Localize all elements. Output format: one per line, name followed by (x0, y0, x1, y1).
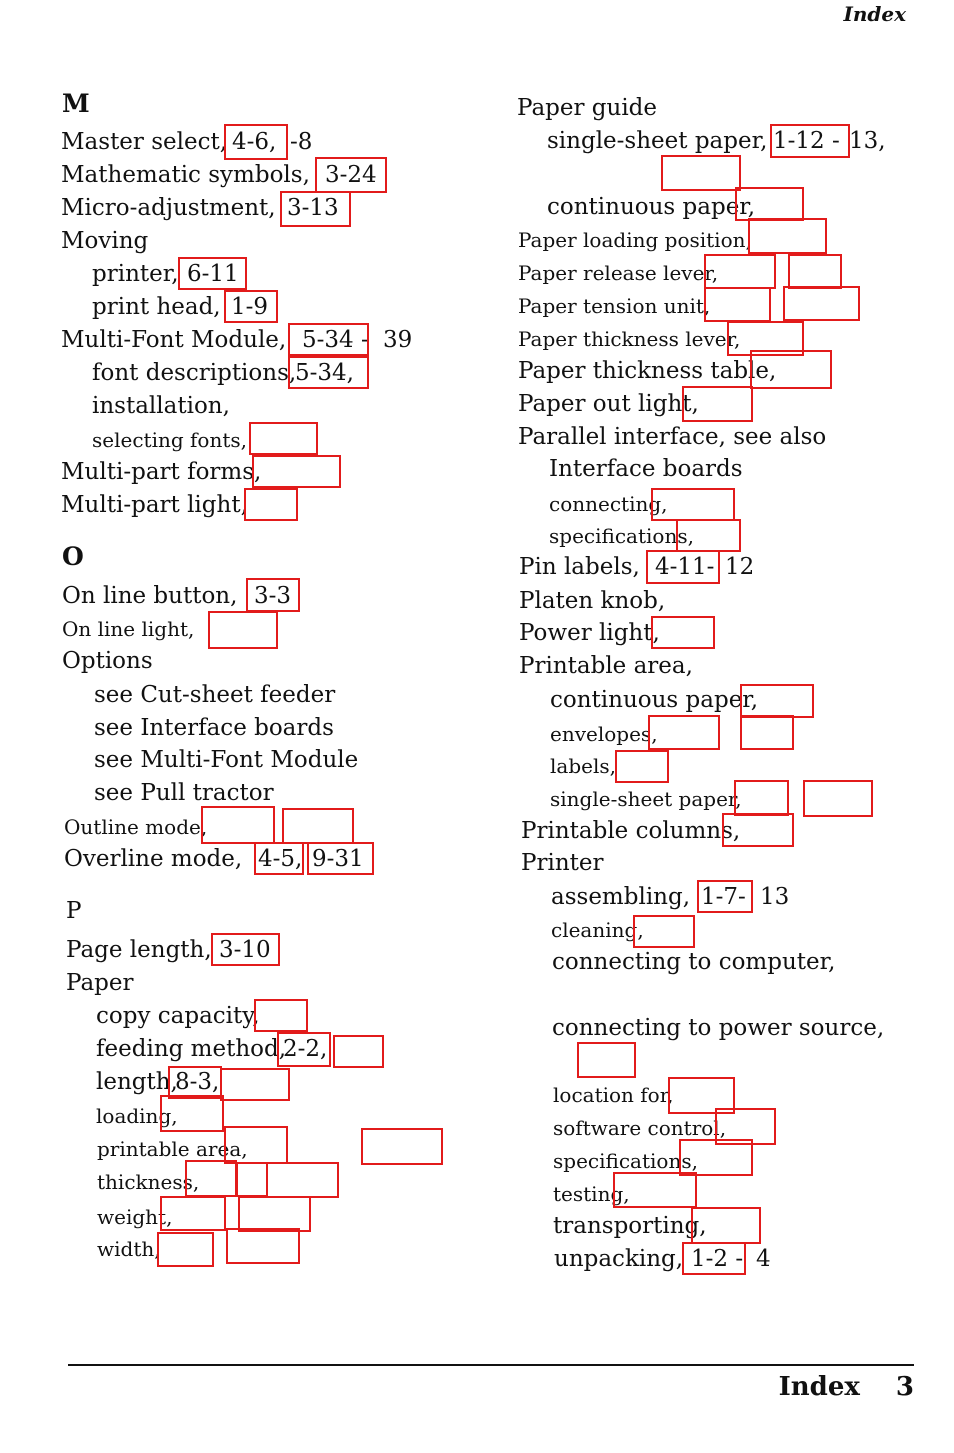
entry-moving: Moving (61, 228, 149, 254)
highlight-box (697, 880, 753, 913)
entry-pin-labels: Pin labels, (519, 554, 640, 580)
heading-p: P (66, 898, 82, 924)
entry-printer: Printer (521, 850, 604, 876)
entry-parallel-interface: Parallel interface, see also (518, 424, 827, 450)
entry-print-head: print head, (92, 294, 221, 320)
entry-paper-loading-position: Paper loading position, (518, 228, 752, 252)
highlight-box (238, 1196, 311, 1232)
entry-see-interface: see Interface boards (94, 715, 334, 741)
entry-transporting: transporting, (553, 1213, 707, 1239)
highlight-box (220, 1068, 290, 1101)
entry-multi-font: Multi-Font Module, (61, 327, 287, 353)
entry-pr-specifications: specifications, (553, 1149, 698, 1173)
ref-multi-font-tail: 39 (383, 327, 413, 353)
ref-feeding-method: 2-2, (283, 1036, 328, 1062)
page-footer (779, 1372, 914, 1402)
entry-installation: installation, (92, 393, 230, 419)
highlight-box (651, 616, 715, 649)
footer-rule (68, 1364, 914, 1366)
ref-printer: 6-11 (187, 261, 239, 287)
highlight-box (770, 124, 850, 158)
highlight-box (288, 323, 369, 356)
ref-micro-adjustment: 3-13 (287, 195, 339, 221)
highlight-box (748, 218, 827, 254)
entry-paper-out-light: Paper out light, (518, 391, 699, 417)
highlight-box (178, 257, 247, 290)
highlight-box (676, 519, 741, 552)
highlight-box (740, 715, 794, 750)
highlight-box (249, 422, 318, 455)
ref-print-head: 1-9 (231, 294, 269, 320)
entry-printer: printer, (92, 261, 179, 287)
highlight-box (315, 157, 387, 193)
ref-length: 8-3, (175, 1069, 220, 1095)
entry-outline-mode: Outline mode, (64, 815, 208, 839)
ref-assembling: 1-7- (701, 884, 746, 910)
highlight-box (252, 455, 341, 488)
highlight-box (740, 684, 814, 718)
entry-assembling: assembling, (551, 884, 691, 910)
entry-on-line-light: On line light, (62, 617, 195, 641)
highlight-box (160, 1196, 226, 1231)
entry-weight: weight, (97, 1205, 173, 1229)
ref-mathematic-symbols: 3-24 (325, 162, 377, 188)
highlight-box (633, 915, 695, 948)
entry-connecting: connecting, (549, 492, 668, 516)
entry-paper: Paper (66, 970, 134, 996)
entry-see-cut-sheet: see Cut-sheet feeder (94, 682, 336, 708)
entry-printable-columns: Printable columns, (521, 818, 741, 844)
highlight-box (704, 254, 776, 289)
highlight-box (722, 813, 794, 847)
highlight-box (613, 1172, 697, 1208)
highlight-box (750, 350, 832, 389)
entry-paper-thickness-lever: Paper thickness lever, (518, 327, 741, 351)
highlight-box (226, 1228, 300, 1264)
highlight-box (615, 750, 669, 783)
highlight-box (224, 124, 288, 160)
highlight-box (691, 1207, 761, 1244)
highlight-box (661, 155, 741, 191)
highlight-box (361, 1128, 443, 1165)
entry-length: length, (96, 1069, 178, 1095)
footer-label: Index (778, 1372, 860, 1402)
heading-o: O (62, 542, 84, 571)
entry-printable-area: printable area, (97, 1137, 248, 1161)
highlight-box (682, 386, 753, 422)
highlight-box (735, 187, 804, 221)
highlight-box (246, 578, 300, 612)
entry-unpacking: unpacking, (554, 1246, 684, 1272)
ref-unpacking: 1-2 - (691, 1246, 744, 1272)
running-header: Index (843, 2, 906, 26)
entry-paper-tension-unit: Paper tension unit, (518, 294, 711, 318)
highlight-box (224, 290, 278, 323)
entry-page-length: Page length, (66, 937, 212, 963)
highlight-box (160, 1095, 224, 1132)
entry-pa-single-sheet: single-sheet paper, (550, 787, 742, 811)
ref-unpacking-tail: 4 (756, 1246, 771, 1272)
entry-see-pull: see Pull tractor (94, 780, 274, 806)
entry-selecting-fonts: selecting fonts, (92, 428, 247, 452)
entry-specifications: specifications, (549, 524, 694, 548)
highlight-box (282, 808, 354, 844)
highlight-box (704, 287, 771, 322)
ref-pin-labels: 4-11- (655, 554, 715, 580)
entry-font-descriptions: font descriptions, (92, 360, 297, 386)
highlight-box (277, 1032, 331, 1067)
highlight-box (651, 488, 735, 521)
highlight-box (307, 842, 374, 875)
highlight-box (211, 933, 280, 966)
ref-page-length: 3-10 (219, 937, 271, 963)
highlight-box (244, 488, 298, 521)
entry-overline-mode: Overline mode, (64, 846, 243, 872)
ref-pin-labels-tail: 12 (725, 554, 755, 580)
entry-location-for: location for, (553, 1083, 674, 1107)
highlight-box (803, 780, 873, 817)
entry-pa-labels: labels, (550, 754, 616, 778)
entry-options: Options (62, 648, 153, 674)
entry-continuous-paper: continuous paper, (547, 194, 756, 220)
highlight-box (236, 1162, 268, 1197)
ref-multi-font: 5-34 - (302, 327, 369, 353)
entry-multi-part-light: Multi-part light, (61, 492, 248, 518)
highlight-box (185, 1160, 237, 1197)
entry-thickness: thickness, (97, 1170, 200, 1194)
entry-testing: testing, (553, 1182, 630, 1206)
entry-power-light: Power light, (519, 620, 660, 646)
highlight-box (208, 611, 278, 649)
highlight-box (254, 999, 308, 1032)
ref-assembling-tail: 13 (760, 884, 790, 910)
entry-copy-capacity: copy capacity, (96, 1003, 260, 1029)
ref-overline-2: 9-31 (312, 846, 364, 872)
entry-platen-knob: Platen knob, (519, 588, 666, 614)
entry-mathematic-symbols: Mathematic symbols, (61, 162, 310, 188)
highlight-box (280, 191, 351, 227)
highlight-box (646, 550, 720, 584)
entry-paper-release-lever: Paper release lever, (518, 261, 719, 285)
heading-m: M (62, 89, 90, 118)
entry-on-line-button: On line button, (62, 583, 238, 609)
ref-single-sheet: 1-12 - (773, 128, 840, 154)
highlight-box (788, 254, 842, 289)
entry-see-multi-font: see Multi-Font Module (94, 747, 359, 773)
entry-micro-adjustment: Micro-adjustment, (61, 195, 276, 221)
entry-connecting-power: connecting to power source, (552, 1015, 885, 1041)
highlight-box (783, 286, 860, 321)
entry-connecting-computer: connecting to computer, (552, 949, 836, 975)
highlight-box (734, 780, 789, 816)
highlight-box (679, 1139, 753, 1176)
highlight-box (333, 1035, 384, 1068)
ref-overline-1: 4-5, (258, 846, 303, 872)
entry-single-sheet: single-sheet paper, (547, 128, 768, 154)
highlight-box (224, 1126, 288, 1164)
entry-pa-envelopes: envelopes, (550, 722, 658, 746)
highlight-box (201, 806, 275, 844)
entry-feeding-method: feeding method, (96, 1036, 287, 1062)
highlight-box (157, 1232, 214, 1267)
highlight-box (288, 356, 369, 389)
highlight-box (266, 1162, 339, 1198)
highlight-box (577, 1042, 636, 1078)
highlight-box (682, 1242, 746, 1275)
ref-font-descriptions: 5-34, (295, 360, 354, 386)
entry-width: width, (97, 1237, 161, 1261)
entry-paper-guide: Paper guide (517, 95, 658, 121)
entry-paper-thickness-table: Paper thickness table, (518, 358, 777, 384)
highlight-box (648, 715, 720, 750)
entry-software-control: software control, (553, 1116, 727, 1140)
page-number: 3 (895, 1372, 914, 1402)
entry-pa-continuous: continuous paper, (550, 687, 759, 713)
highlight-box (254, 842, 304, 875)
entry-multi-part-forms: Multi-part forms, (61, 459, 262, 485)
ref-master-select-tail: -8 (290, 129, 313, 155)
entry-printable-area: Printable area, (519, 653, 693, 679)
ref-on-line-button: 3-3 (254, 583, 292, 609)
entry-master-select: Master select, (61, 129, 228, 155)
entry-cleaning: cleaning, (551, 918, 644, 942)
ref-single-sheet-tail: 13, (849, 128, 886, 154)
entry-interface-boards: Interface boards (549, 456, 743, 482)
ref-master-select: 4-6, (232, 129, 277, 155)
entry-loading: loading, (96, 1104, 178, 1128)
